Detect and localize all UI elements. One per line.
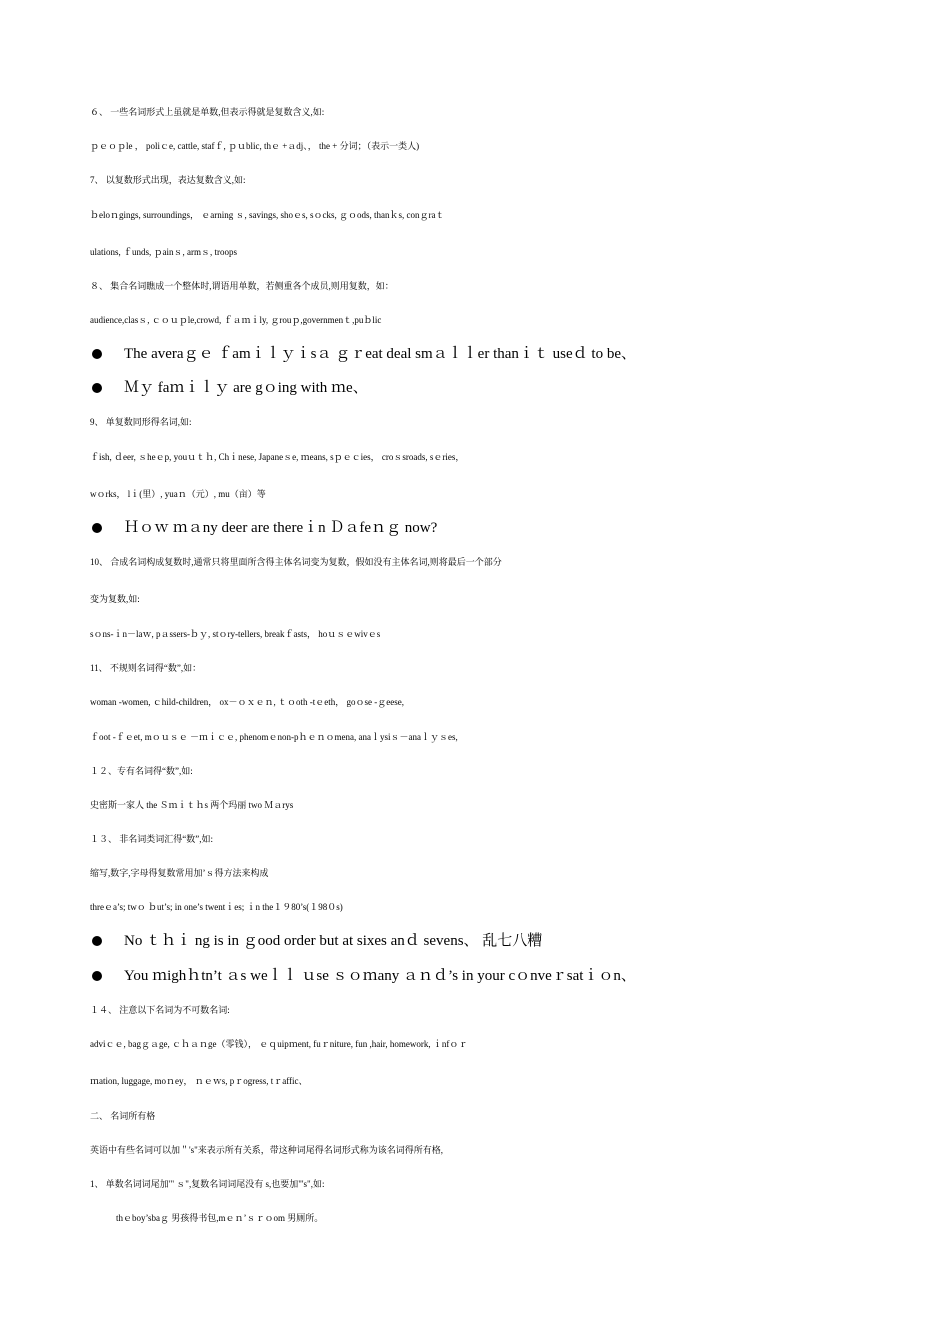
section-8-heading: ８、 集合名词瞧成一个整体时,谓语用单数，若侧重各个成员,则用复数，如： (90, 281, 394, 291)
text-line: audience,clasｓ, ｃｏｕｐle,crowd, ｆａｍｉly, ｇrouｐ,governmenｔ,puｂlic (90, 315, 382, 325)
text-line: adviｃｅ, bagｇａge, ｃｈａｎge（零钱）， ｅｑuipｍent, fuｒniture, fun ,hair, homework, ｉnfｏｒ (90, 1039, 468, 1049)
bullet-text: The averaｇｅ ｆamｉｌｙｉsａ ｇｒeat deal smａｌｌer thanｉｔ useｄ to be、 (124, 346, 636, 362)
section-6-heading: ６、 一些名词形式上虽就是单数,但表示得就是复数含义,如: (90, 107, 325, 117)
subsection-1-heading: 1、 单数名词词尾加"' ｓ",复数名词词尾没有 s,也要加"'s",如: (90, 1179, 325, 1189)
section-14-heading: １４、 注意以下名词为不可数名词: (90, 1005, 230, 1015)
bullet-item (90, 966, 870, 986)
bullet-item (90, 344, 870, 364)
bullet-icon (92, 971, 102, 981)
text-line: sｏns-ｉn－laｗ, pａssers-ｂｙ, stｏry-tellers, breakｆasts， hoｕｓｅwivｅs (90, 629, 381, 639)
text-line: 变为复数,如: (90, 594, 140, 604)
bullet-text: Ｈｏｗ ｍａny deer are thereｉn Ｄａfeｎｇ now? (124, 520, 438, 536)
text-line: ｆoot -ｆｅet, mｏｕｓｅ －ｍｉｃｅ, phenomｅnon-pｈｅｎｏmena, anaｌysiｓ－anaｌｙｓes, (90, 732, 458, 742)
section-9-heading: 9、 单复数同形得名词,如: (90, 417, 192, 427)
section-12-heading: １２、专有名词得“数”,如: (90, 766, 193, 776)
part-2-heading: 二、 名词所有格 (90, 1111, 156, 1121)
bullet-item (90, 931, 870, 951)
bullet-item (90, 378, 870, 398)
text-line: ulations, ｆunds, ｐainｓ, armｓ, troops (90, 247, 237, 257)
bullet-icon (92, 936, 102, 946)
text-line: woman -women, ｃhild-children， ox－ｏｘｅｎ, ｔｏoth -tｅeth， goｏse -ｇeese, (90, 697, 404, 707)
bullet-icon (92, 383, 102, 393)
text-line: ｂeloｎgings, surroundings， ｅarning ｓ, savings, shoｅs, sｏcks, ｇｏods, thanｋs, conｇraｔ (90, 210, 445, 220)
example-line: thｅboy’sbaｇ 男孩得书包,mｅｎ’ｓｒｏom 男厕所。 (116, 1213, 324, 1223)
text-line: ｍation, luggage, moｎey， ｎｅｗs, pｒogress, tｒaffic、 (90, 1076, 308, 1086)
text-line: 缩写,数字,字母得复数常用加’ｓ得方法来构成 (90, 868, 269, 878)
text-line: ｐｅｏｐle ， poliｃe, cattle, stafｆ, ｐｕblic, thｅ +ａdj、， the + 分词；（表示一类人) (90, 141, 420, 151)
text-line: threｅa’s; twｏ ｂut’s; in one’s twentｉes; ｉn the１９80’s(１98０s) (90, 902, 343, 912)
bullet-text: No ｔｈｉ ng is in ｇood order but at sixes anｄ sevens、 乱七八糟 (124, 933, 543, 949)
bullet-icon (92, 523, 102, 533)
bullet-text: Ｍｙ faｍｉｌｙ are gｏing with ｍe、 (124, 380, 368, 396)
section-13-heading: １３、 非名词类词汇得“数”,如: (90, 834, 213, 844)
text-line: 英语中有些名词可以加＂'s"来表示所有关系，带这种词尾得名词形式称为该名词得所有格, (90, 1145, 444, 1155)
bullet-icon (92, 349, 102, 359)
text-line: 史密斯一家人 the Ｓｍｉｔｈs 两个玛丽 two Ｍａrys (90, 800, 294, 810)
section-7-heading: 7、 以复数形式出现，表达复数含义,如: (90, 175, 246, 185)
section-11-heading: 11、 不规则名词得“数”,如： (90, 663, 202, 673)
text-line: ｆish, ｄeer, ｓheｅp, youｕｔｈ, Chｉnese, Japaneｓe, ｍeans, sｐｅｃies， croｓsroads, sｅries， (90, 452, 465, 462)
bullet-text: You ｍighｈtn’t ａs weｌｌ ｕse ｓｏｍany ａｎｄ’s in your cｏnveｒsatｉｏn、 (124, 968, 636, 984)
text-line: wｏrks， lｉ(里）, yuaｎ（元）, mu（亩）等 (90, 489, 266, 499)
bullet-item (90, 518, 870, 538)
section-10-heading: 10、 合成名词构成复数时,通常只将里面所含得主体名词变为复数，假如没有主体名词,则将最后一个部分 (90, 557, 502, 567)
